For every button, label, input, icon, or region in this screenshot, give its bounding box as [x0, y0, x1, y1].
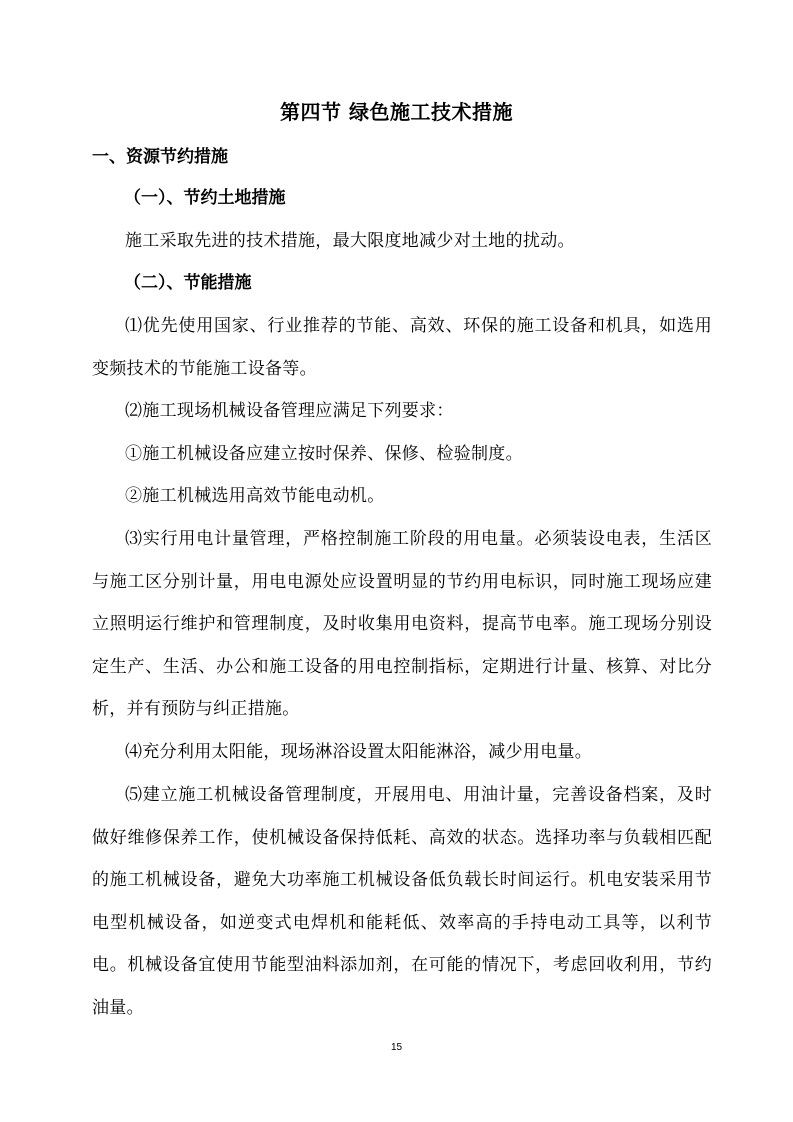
subsection-heading-land: （一）、节约土地措施	[124, 188, 286, 208]
subsection-heading-energy: （二）、节能措施	[124, 273, 252, 293]
page-number: 15	[390, 1042, 403, 1053]
paragraph-land-measures: 施工采取先进的技术措施，最大限度地减少对土地的扰动。	[125, 231, 575, 251]
paragraph-energy-1: ⑴优先使用国家、行业推荐的节能、高效、环保的施工设备和机具，如选用变频技术的节能施工设备等。	[92, 316, 712, 379]
section-heading: 一、资源节约措施	[92, 147, 228, 167]
paragraph-energy-5: ⑸建立施工机械设备管理制度，开展用电、用油计量，完善设备档案，及时做好维修保养工作，使机械设备保持低耗、高效的状态。选择功率与负载相匹配的施工机械设备，避免大功率施工机械设备低负载长时间运行。机电安装采用节电型机械设备，如逆变式电焊机和能耗低、效率高的手持电动工具等，以利节电。机械设备宜使用节能型油料添加剂，在可能的情况下，考虑回收利用，节约油量。	[92, 785, 712, 1018]
paragraph-energy-2-item-2: ②施工机械选用高效节能电动机。	[125, 486, 385, 506]
paragraph-energy-4: ⑷充分利用太阳能，现场淋浴设置太阳能淋浴，减少用电量。	[125, 742, 593, 762]
paragraph-energy-2-item-1: ①施工机械设备应建立按时保养、保修、检验制度。	[125, 444, 523, 464]
paragraph-energy-3: ⑶实行用电计量管理，严格控制施工阶段的用电量。必须装设电表，生活区与施工区分别计量，用电电源处应设置明显的节约用电标识，同时施工现场应建立照明运行维护和管理制度，及时收集用电资料，提高节电率。施工现场分别设定生产、生活、办公和施工设备的用电控制指标，定期进行计量、核算、对比分析，并有预防与纠正措施。	[92, 529, 712, 720]
paragraph-energy-2: ⑵施工现场机械设备管理应满足下列要求：	[125, 401, 454, 421]
page-title: 第四节 绿色施工技术措施	[280, 100, 513, 124]
